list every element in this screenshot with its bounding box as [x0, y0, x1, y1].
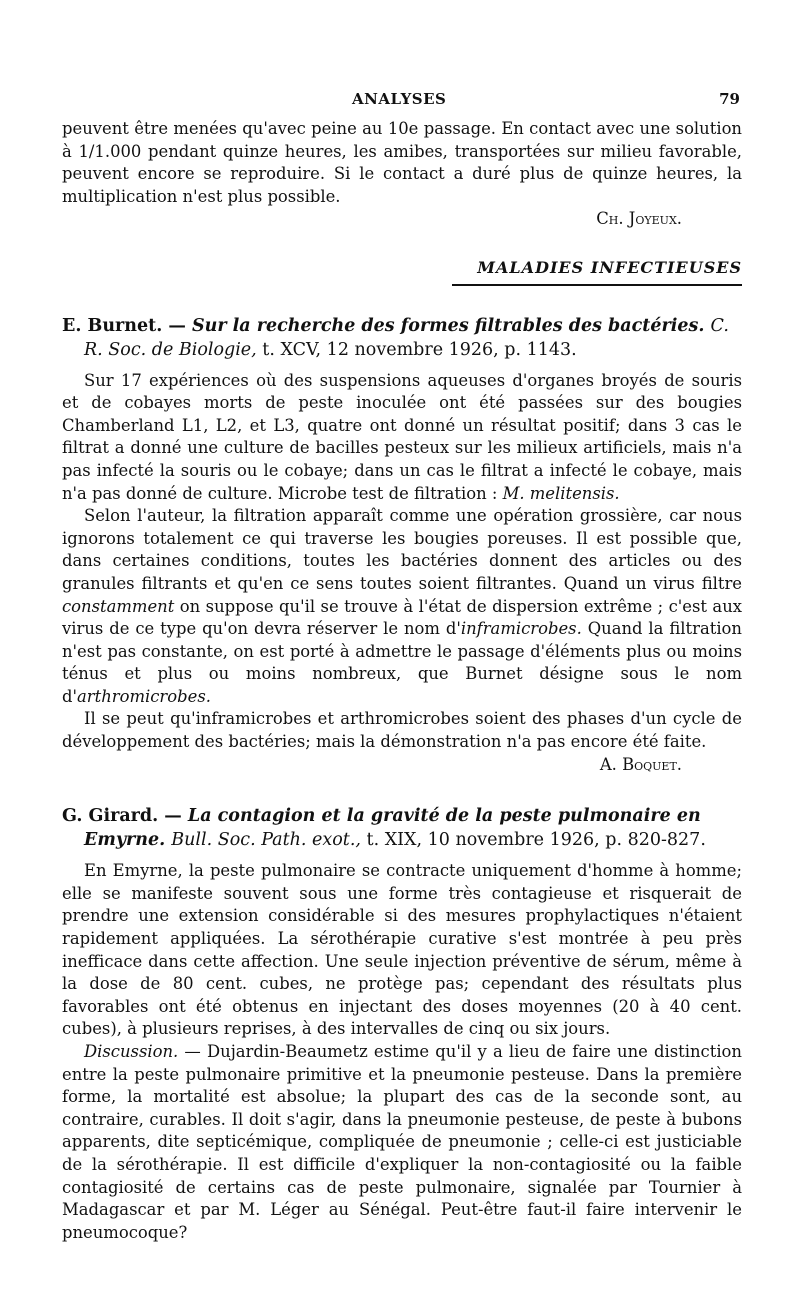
entry-journal: C. R. Soc. de Biologie, — [84, 315, 729, 360]
entry-author: E. Burnet. — [62, 315, 163, 336]
paragraph-text: — Dujardin-Beaumetz estime qu'il y a lieu de faire une distinction entre la peste pulmonaire primitive et la pneumonie pesteuse. Dans la première forme, la mortalité est absolue; la plupart des cas de la seconde sont, au contraire, curables. Il doit s'agir, dans la pneumonie pesteuse, de peste à bubons apparents, dite septicémique, compliquée de pneumonie ; celle-ci est justiciable de la sérothérapie. Il est difficile d'expliquer la non-contagiosité ou la faible contagiosité de certains cas de peste pulmonaire, signalée par Tournier à Madagascar et par M. Léger au Sénégal. Peut-être faut-il faire intervenir le pneumocoque? — [62, 1042, 742, 1242]
entry-dash: — — [158, 806, 188, 827]
entry-title: La contagion et la gravité de la peste pulmonaire en Emyrne. — [84, 806, 701, 851]
intro-paragraph: peuvent être menées qu'avec peine au 10e passage. En contact avec une solution à 1/1.000 pendant quinze heures, les amibes, transportées sur milieu favorable, peuvent encore se reproduire. Si le contact a duré plus de quinze heures, la multiplication n'est plus possible. — [62, 119, 742, 206]
paragraph: En Emyrne, la peste pulmonaire se contracte uniquement d'homme à homme; elle se manifeste souvent sous une forme très contagieuse et risquerait de prendre une extension considérable si des mesures prophylactiques n'étaient rapidement appliquées. La sérothérapie curative s'est montrée à peu près inefficace dans cette affection. Une seule injection préventive de sérum, même à la dose de 80 cent. cubes, ne protège pas; cependant des résultats plus favorables ont été obtenus en injectant des doses moyennes (20 à 40 cent. cubes), à plusieurs reprises, à des intervalles de cinq ou six jours. — [62, 861, 742, 1039]
intro-signature: Ch. Joyeux. — [596, 209, 682, 229]
term-inframicrobes: inframicrobes. — [460, 619, 582, 639]
paragraph: Il se peut qu'inframicrobes et arthromicrobes soient des phases d'un cycle de développement des bactéries; mais la démonstration n'a pas encore été faite. — [62, 709, 742, 752]
entry-title: Sur la recherche des formes filtrables des bactéries. — [191, 315, 705, 336]
entry-ref-details: t. XCV, 12 novembre 1926, p. 1143. — [256, 339, 577, 360]
microbe-name: M. melitensis. — [502, 483, 620, 503]
entry-heading-burnet — [62, 314, 742, 362]
entry-author: G. Girard. — [62, 806, 159, 827]
entry-journal: Bull. Soc. Path. exot., — [171, 830, 361, 851]
paragraph-text: Quand la filtration n'est pas constante, on est porté à admettre le passage d'éléments plus ou moins ténus et plus ou moins nombreux, que Burnet désigne sous le nom d' — [62, 619, 742, 706]
running-head — [62, 88, 742, 118]
paragraph — [62, 1041, 742, 1244]
entry-heading-girard — [62, 804, 742, 852]
entry-dash: — — [162, 315, 192, 336]
paragraph-text: Sur 17 expériences où des suspensions aqueuses d'organes broyés de souris et de cobayes morts de peste inoculée ont été passées sur des bougies Chamberland L1, L2, et L3, quatre ont donné un résultat positif; dans 3 cas le filtrat a donné une culture de bacilles pesteux sur les milieux artificiels, mais n'a pas infecté la souris ou le cobaye; dans un cas le filtrat a infecté le cobaye, mais n'a pas donné de culture. Microbe test de filtration : — [62, 370, 742, 503]
paragraph — [62, 370, 742, 506]
paragraph — [62, 505, 742, 708]
entry-ref-details: t. XIX, 10 novembre 1926, p. 820-827. — [360, 830, 706, 851]
page — [62, 88, 742, 1244]
section-heading: MALADIES INFECTIEUSES — [452, 257, 742, 286]
entry-signature: A. Boquet. — [599, 754, 682, 774]
paragraph-text: on suppose qu'il se trouve à l'état de dispersion extrême ; c'est aux virus de ce type qu'on devra réserver le nom d' — [62, 596, 742, 639]
discussion-label: Discussion. — [84, 1042, 179, 1061]
page-number: 79 — [719, 90, 740, 108]
entry-body-girard — [62, 860, 742, 1244]
term-arthromicrobes: arthromicrobes. — [77, 686, 211, 706]
paragraph-text: Selon l'auteur, la filtration apparaît comme une opération grossière, car nous ignorons totalement ce qui traverse les bougies poreuses. Il est possible que, dans certaines conditions, toutes les bactéries donnent des articles ou des granules filtrants et qu'en ce sens toutes soient filtrantes. Quand un virus filtre — [62, 506, 742, 593]
running-title: ANALYSES — [352, 90, 447, 108]
entry-body-burnet — [62, 370, 742, 777]
emphasis-constamment: constamment — [62, 596, 175, 616]
